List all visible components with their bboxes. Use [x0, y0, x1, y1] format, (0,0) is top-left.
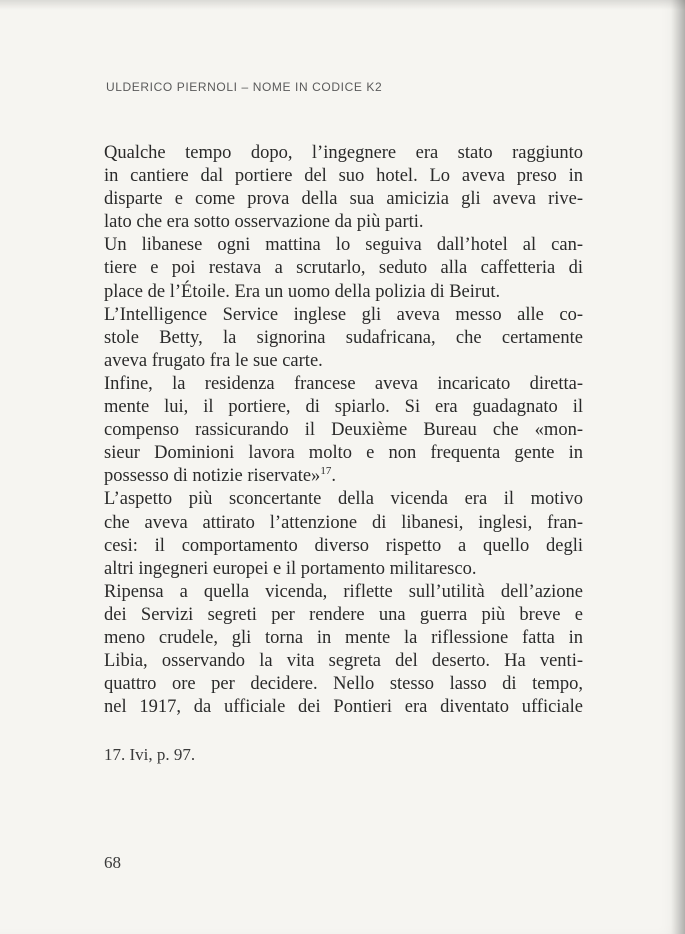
text-line-with-footnote — [104, 465, 583, 488]
page-right-shadow — [671, 0, 685, 934]
text-line-content: possesso di notizie riservate» — [104, 466, 321, 487]
text-line: Infine, la residenza francese aveva incaricato diretta- — [104, 373, 583, 394]
text-line: L’aspetto più sconcertante della vicenda era il motivo — [104, 489, 583, 510]
footnote-reference[interactable]: 17 — [320, 465, 332, 478]
text-line: compenso rassicurando il Deuxième Bureau che «mon- — [104, 420, 583, 441]
text-line: dei Servizi segreti per rendere una guerra più breve e — [104, 604, 583, 625]
text-line: sieur Dominioni lavora molto e non frequenta gente in — [104, 443, 583, 464]
text-line: cesi: il comportamento diverso rispetto a quello degli — [104, 535, 583, 556]
text-line: in cantiere dal portiere del suo hotel. Lo aveva preso in — [104, 166, 583, 187]
text-line: disparte e come prova della sua amicizia gli aveva rive- — [104, 189, 583, 210]
body-text — [104, 142, 583, 719]
text-line: aveva frugato fra le sue carte. — [104, 350, 323, 371]
running-head: ULDERICO PIERNOLI – NOME IN CODICE K2 — [106, 80, 383, 94]
text-line: che aveva attirato l’attenzione di libanesi, inglesi, fran- — [104, 512, 583, 533]
text-line: L’Intelligence Service inglese gli aveva messo alle co- — [104, 304, 583, 325]
text-line: tiere e poi restava a scrutarlo, seduto alla caffetteria di — [104, 258, 583, 279]
text-line: mente lui, il portiere, di spiarlo. Si era guadagnato il — [104, 397, 583, 418]
text-line: lato che era sotto osservazione da più parti. — [104, 212, 424, 233]
text-line: Libia, osservando la vita segreta del deserto. Ha venti- — [104, 651, 583, 672]
text-line: Ripensa a quella vicenda, riflette sull’utilità dell’azione — [104, 581, 583, 602]
text-line: meno crudele, gli torna in mente la riflessione fatta in — [104, 627, 583, 648]
footnote: 17. Ivi, p. 97. — [104, 745, 196, 764]
page-top-shadow — [0, 0, 685, 10]
text-line: quattro ore per decidere. Nello stesso lasso di tempo, — [104, 674, 583, 695]
text-line: Qualche tempo dopo, l’ingegnere era stato raggiunto — [104, 143, 583, 163]
page-number: 68 — [104, 853, 121, 872]
text-line: altri ingegneri europei e il portamento militaresco. — [104, 558, 477, 579]
text-line: stole Betty, la signorina sudafricana, che certamente — [104, 327, 583, 348]
text-line: nel 1917, da ufficiale dei Pontieri era diventato ufficiale — [104, 697, 583, 718]
footnote-ref-suffix: . — [331, 466, 336, 487]
text-line: place de l’Étoile. Era un uomo della polizia di Beirut. — [104, 281, 501, 302]
text-line: Un libanese ogni mattina lo seguiva dall’hotel al can- — [104, 235, 583, 256]
